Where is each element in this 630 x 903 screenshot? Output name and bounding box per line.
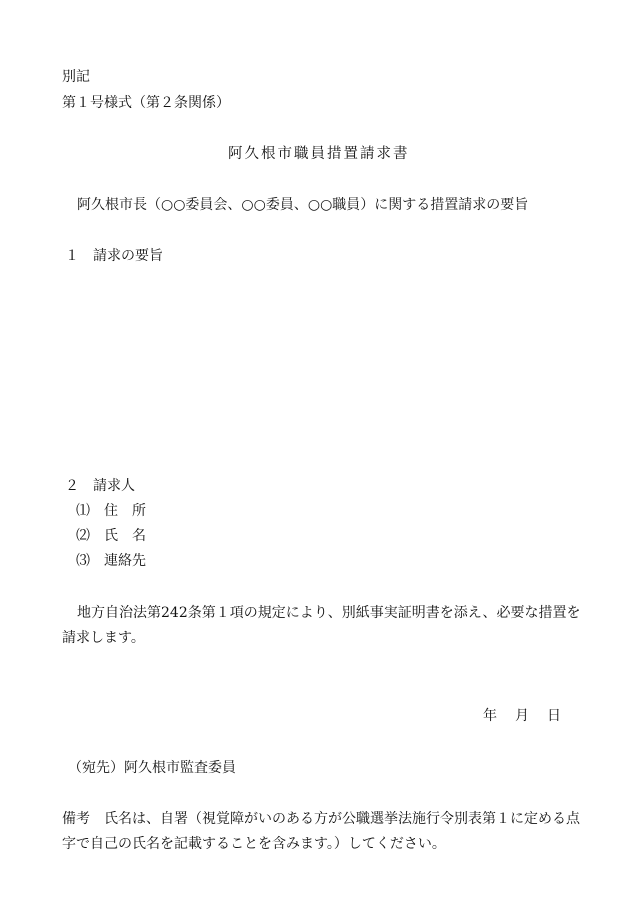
claimant-contact-row [76,551,146,571]
section-2-label: 請求人 [93,478,135,494]
date-day-label: 日 [547,708,561,724]
item-number: ⑴ [76,503,90,519]
betsuki-label: 別記 [62,69,90,85]
section-1-label: 請求の要旨 [93,248,163,264]
form-number: 第１号様式（第２条関係） [62,95,230,111]
body-text-line-2: 請求します。 [62,630,145,646]
claimant-address-row [76,501,146,521]
section-2-number: ２ [65,478,79,494]
addressee: （宛先）阿久根市監査委員 [68,760,236,776]
claimant-name-row [76,526,146,546]
request-subject: 阿久根市長（○○委員会、○○委員、○○職員）に関する措置請求の要旨 [77,197,529,213]
item-number: ⑵ [76,528,90,544]
item-number: ⑶ [76,553,90,569]
section-1-heading [65,246,163,266]
date-fields [483,706,561,726]
claimant-contact-label: 連絡先 [104,553,146,569]
remarks-line-1: 備考 氏名は、自署（視覚障がいのある方が公職選挙法施行令別表第１に定める点 [62,811,580,827]
date-year-label: 年 [483,708,497,724]
body-text-line-1: 地方自治法第242条第１項の規定により、別紙事実証明書を添え、必要な措置を [77,605,581,621]
date-month-label: 月 [515,708,529,724]
claimant-name-label: 氏 名 [104,528,146,544]
section-1-number: １ [65,248,79,264]
claimant-address-label: 住 所 [104,503,146,519]
remarks-line-2: 字で自己の氏名を記載することを含みます。）してください。 [62,836,446,852]
document-title: 阿久根市職員措置請求書 [228,146,410,162]
section-2-heading [65,476,135,496]
